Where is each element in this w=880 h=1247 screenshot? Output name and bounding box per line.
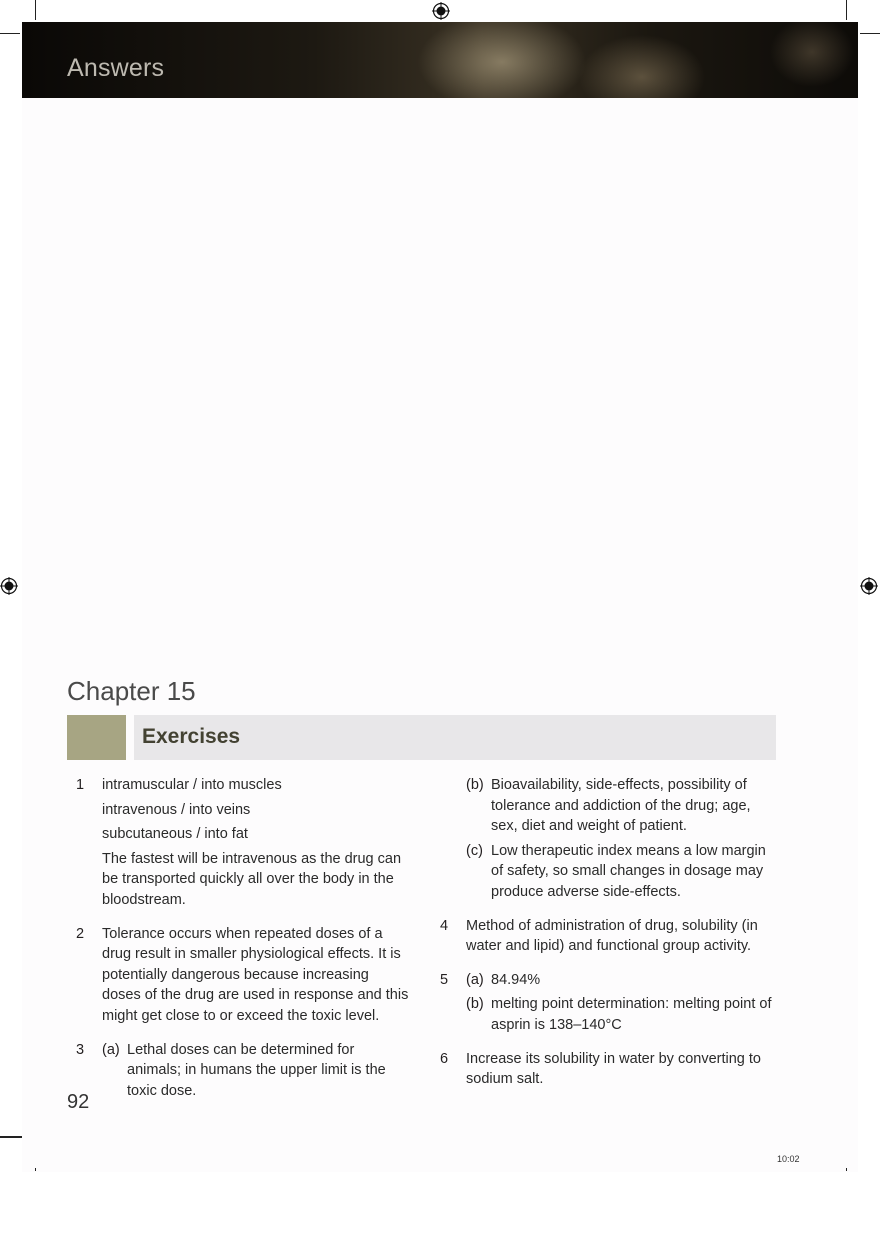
registration-mark-icon	[860, 577, 878, 595]
chapter-title: Chapter 15	[67, 676, 196, 706]
subpart-text: Low therapeutic index means a low margin of safety, so small changes in dosage may produce adverse side-effects.	[491, 842, 766, 900]
registration-mark-icon	[0, 577, 18, 595]
answer-item	[76, 924, 411, 1027]
answer-item-continued	[440, 775, 776, 903]
subpart-label: (b)	[466, 996, 484, 1013]
subpart-label: (a)	[466, 971, 484, 988]
subpart-label: (b)	[466, 777, 484, 793]
crop-mark-top-right-h	[860, 33, 880, 34]
answer-item	[440, 970, 776, 1036]
answer-text: The fastest will be intravenous as the drug can be transported quickly all over the body in the bloodstream.	[102, 850, 402, 908]
answer-text: Tolerance occurs when repeated doses of a drug result in smaller physiological effects. It is potentially dangerous because increasing doses of the drug are used in response and this might get close to or exceed the toxic level.	[102, 925, 409, 1024]
answers-right-column	[440, 775, 776, 1103]
answer-text: Method of administration of drug, solubility (in water and lipid) and functional group activity.	[466, 917, 758, 955]
answer-subpart	[466, 970, 776, 991]
subpart-text: 84.94%	[491, 971, 541, 988]
crop-mark-top-right	[846, 0, 847, 20]
answer-subpart	[466, 775, 776, 837]
subpart-label: (a)	[102, 1041, 120, 1058]
answer-line: intramuscular / into muscles	[102, 777, 282, 793]
answer-subpart	[102, 1040, 411, 1102]
answer-number: 2	[76, 925, 85, 942]
subpart-text: Bioavailability, side-effects, possibility of tolerance and addiction of the drug; age, sex, diet and weight of patient.	[491, 777, 751, 835]
answer-number: 6	[440, 1050, 449, 1067]
answer-item	[440, 1049, 776, 1090]
answer-text: Increase its solubility in water by converting to sodium salt.	[466, 1050, 761, 1088]
subpart-text: melting point determination: melting point of asprin is 138–140°C	[491, 996, 772, 1033]
exercises-heading-bar	[134, 715, 776, 760]
answer-item	[76, 1040, 411, 1102]
print-time: 10:02	[777, 1154, 800, 1164]
subpart-text: Lethal doses can be determined for animals; in humans the upper limit is the toxic dose.	[127, 1041, 386, 1099]
crop-mark-bottom-left-h	[0, 1136, 22, 1138]
answer-line: intravenous / into veins	[102, 801, 251, 818]
crop-mark-top-left-h	[0, 33, 20, 34]
page-number: 92	[67, 1091, 90, 1113]
answers-left-column	[76, 775, 411, 1114]
answer-subpart	[466, 841, 776, 903]
exercises-accent-block	[67, 715, 126, 760]
answer-subpart	[466, 994, 776, 1035]
answer-item	[440, 916, 776, 957]
answer-number: 4	[440, 917, 449, 934]
crop-mark-bottom-right-dot	[846, 1168, 847, 1171]
subpart-label: (c)	[466, 842, 483, 859]
header-banner	[22, 22, 858, 98]
answer-line: subcutaneous / into fat	[102, 826, 248, 843]
exercises-heading: Exercises	[142, 725, 241, 748]
crop-mark-bottom-left-dot	[35, 1168, 36, 1171]
answer-item	[76, 775, 411, 911]
crop-mark-top-left	[35, 0, 36, 20]
registration-mark-icon	[432, 2, 450, 20]
answer-number: 5	[440, 971, 449, 988]
header-title: Answers	[67, 54, 165, 82]
answer-number: 1	[76, 777, 85, 793]
answer-number: 3	[76, 1041, 85, 1058]
